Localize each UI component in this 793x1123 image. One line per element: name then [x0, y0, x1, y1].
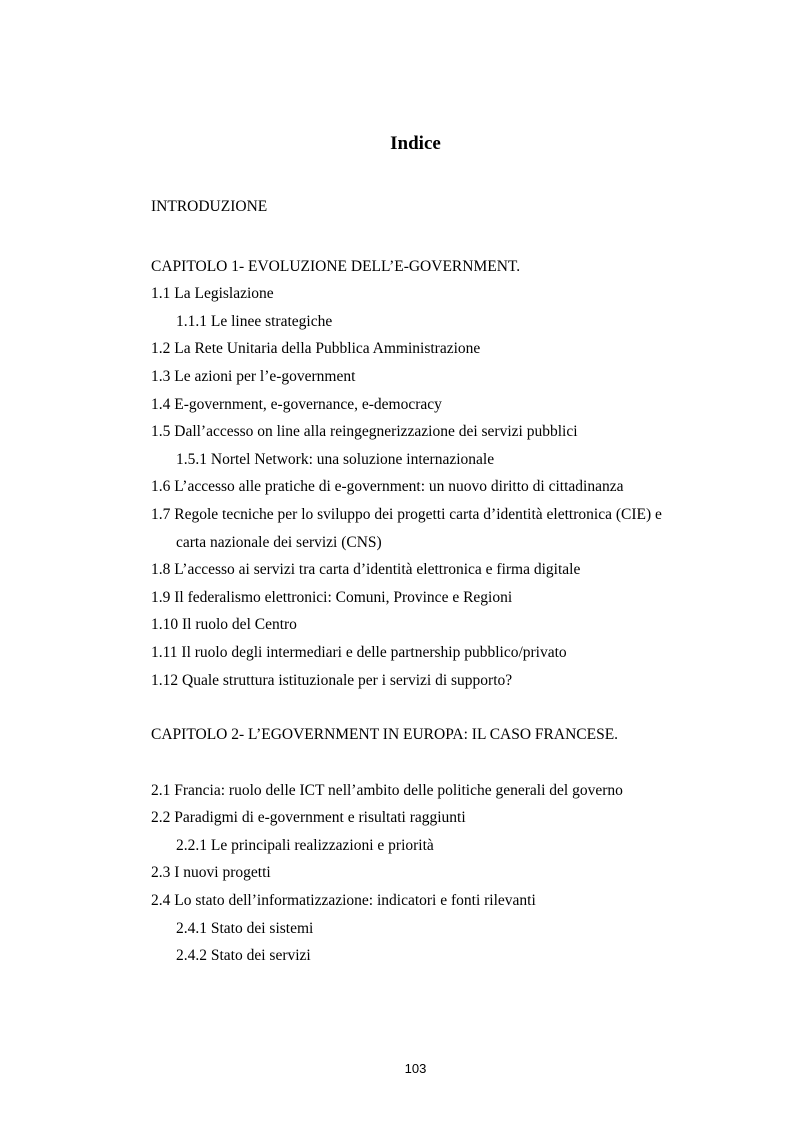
toc-entry-1-3: 1.3 Le azioni per l’e-government — [151, 368, 356, 385]
toc-entry-1-10: 1.10 Il ruolo del Centro — [151, 616, 297, 633]
toc-chapter-2: CAPITOLO 2- L’EGOVERNMENT IN EUROPA: IL CASO FRANCESE. — [151, 726, 619, 743]
toc-entry-1-11: 1.11 Il ruolo degli intermediari e delle partnership pubblico/privato — [151, 644, 567, 661]
toc-entry-1-6: 1.6 L’accesso alle pratiche di e-government: un nuovo diritto di cittadinanza — [151, 478, 624, 495]
toc-entry-1-2: 1.2 La Rete Unitaria della Pubblica Amministrazione — [151, 340, 481, 357]
toc-entry-1-7-continued: carta nazionale dei servizi (CNS) — [176, 534, 382, 551]
toc-entry-2-2: 2.2 Paradigmi di e-government e risultati raggiunti — [151, 809, 466, 826]
toc-entry-2-1: 2.1 Francia: ruolo delle ICT nell’ambito delle politiche generali del governo — [151, 782, 623, 799]
toc-entry-1-12: 1.12 Quale struttura istituzionale per i servizi di supporto? — [151, 672, 513, 689]
toc-entry-2-2-1: 2.2.1 Le principali realizzazioni e priorità — [176, 837, 434, 854]
toc-entry-1-5-1: 1.5.1 Nortel Network: una soluzione internazionale — [176, 451, 495, 468]
toc-entry-2-3: 2.3 I nuovi progetti — [151, 864, 271, 881]
toc-entry-2-4-2: 2.4.2 Stato dei servizi — [176, 947, 311, 964]
toc-entry-1-1: 1.1 La Legislazione — [151, 285, 274, 302]
toc-entry-2-4: 2.4 Lo stato dell’informatizzazione: indicatori e fonti rilevanti — [151, 892, 536, 909]
toc-entry-1-5: 1.5 Dall’accesso on line alla reingegnerizzazione dei servizi pubblici — [151, 423, 578, 440]
toc-entry-1-9: 1.9 Il federalismo elettronici: Comuni, Province e Regioni — [151, 589, 513, 606]
toc-entry-1-7: 1.7 Regole tecniche per lo sviluppo dei progetti carta d’identità elettronica (CIE) e — [151, 506, 662, 523]
toc-entry-introduzione: INTRODUZIONE — [151, 198, 268, 215]
page-number: 103 — [404, 1061, 427, 1076]
toc-entry-2-4-1: 2.4.1 Stato dei sistemi — [176, 920, 314, 937]
page-title: Indice — [390, 133, 441, 154]
toc-entry-1-8: 1.8 L’accesso ai servizi tra carta d’identità elettronica e firma digitale — [151, 561, 581, 578]
toc-chapter-1: CAPITOLO 1- EVOLUZIONE DELL’E-GOVERNMENT. — [151, 258, 521, 275]
toc-entry-1-4: 1.4 E-government, e-governance, e-democracy — [151, 396, 442, 413]
toc-entry-1-1-1: 1.1.1 Le linee strategiche — [176, 313, 333, 330]
